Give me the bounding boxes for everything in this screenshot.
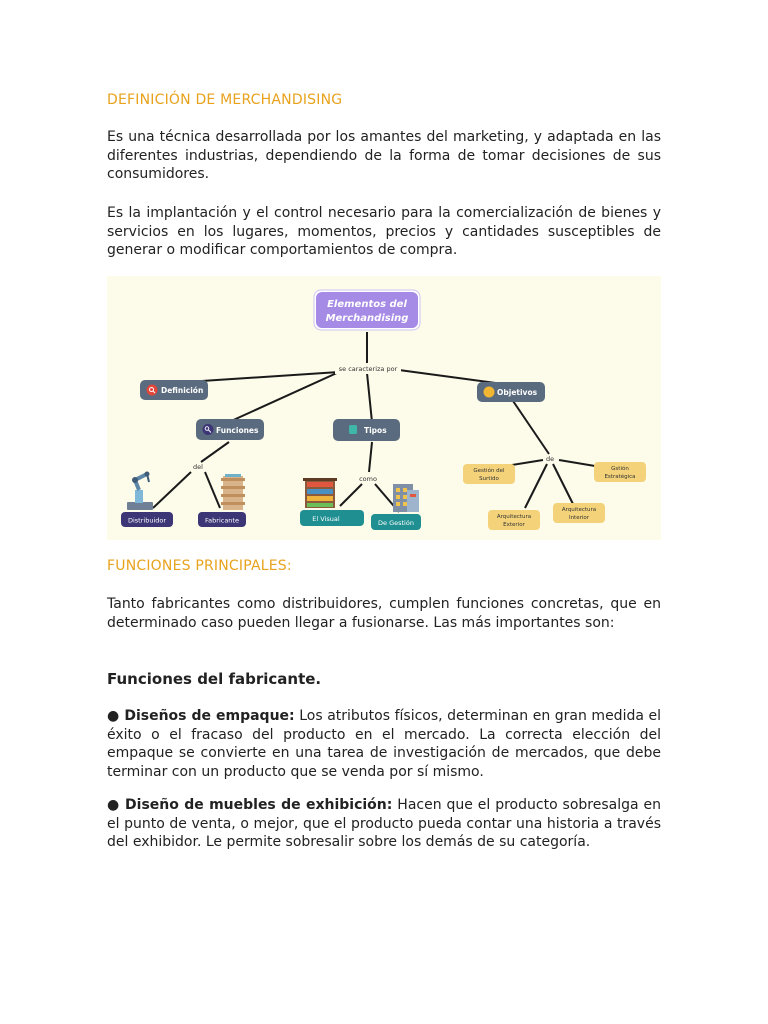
node-distribuidor <box>121 512 173 527</box>
node-definicion <box>140 380 208 400</box>
arq-interior-line2: Interior <box>568 515 590 521</box>
node-de-gestion <box>371 514 421 530</box>
node-gestion-estrategica <box>594 462 646 482</box>
connector-tipos-label: como <box>359 475 377 483</box>
definicion-label: Definición <box>161 386 204 395</box>
search-icon <box>147 385 158 396</box>
lightbulb-icon <box>484 387 495 398</box>
node-gestion-surtido <box>463 464 515 484</box>
node-el-visual <box>300 510 364 526</box>
bullet-disenos-empaque-title: ● Diseños de empaque: <box>107 708 295 724</box>
office-building-illustration <box>393 484 419 512</box>
arq-exterior-line1: Arquitectura <box>496 514 532 520</box>
node-arquitectura-interior <box>553 503 605 523</box>
concept-map <box>107 276 661 540</box>
bullet-diseno-muebles <box>107 796 661 852</box>
bullet-diseno-muebles-title: ● Diseño de muebles de exhibición: <box>107 797 393 813</box>
connector-funciones-label: del <box>193 463 203 471</box>
tipos-label: Tipos <box>364 426 387 435</box>
bullet-diseno-muebles-text: Hacen que el producto sobresalga en el punto de venta, o mejor, que el producto pueda contar una historia a través del exhibidor. Le permite sobresalir sobre los demás de su categoría. <box>107 797 661 850</box>
gestion-surtido-line1: Gestión del <box>473 468 505 474</box>
objetivos-label: Objetivos <box>497 388 538 397</box>
connector-objetivos-label: de <box>545 455 555 463</box>
gestion-estrategica-line1: Gstión <box>611 466 629 472</box>
node-tipos <box>333 419 400 441</box>
de-gestion-label: De Gestión <box>378 519 414 527</box>
gestion-surtido-line2: Surtido <box>479 476 499 482</box>
node-objetivos <box>477 382 545 402</box>
paragraph-definicion-1: Es una técnica desarrollada por los amantes del marketing, y adaptada en las diferentes industrias, dependiendo de la forma de tomar decisiones de sus consumidores. <box>107 129 661 182</box>
distribuidor-label: Distribuidor <box>127 516 167 525</box>
funciones-label: Funciones <box>216 426 259 435</box>
paragraph-funciones-intro: Tanto fabricantes como distribuidores, cumplen funciones concretas, que en determinado caso pueden llegar a fusionarse. Las más importantes son: <box>107 596 661 631</box>
arq-interior-line1: Arquitectura <box>561 507 597 513</box>
bullet-disenos-empaque-text: Los atributos físicos, determinan en gran medida el éxito o el fracaso del producto en el mercado. La correcta elección del empaque se convierte en una tarea de investigación de mercados, que debe terminar con un producto que se venda por sí mismo. <box>107 708 661 780</box>
node-arquitectura-exterior <box>488 510 540 530</box>
arq-exterior-line2: Exterior <box>503 522 525 528</box>
node-fabricante <box>198 512 246 527</box>
robot-arm-illustration <box>127 472 153 511</box>
section-heading-definicion: DEFINICIÓN DE MERCHANDISING <box>107 92 343 108</box>
subheading-funciones-fabricante: Funciones del fabricante. <box>107 670 322 688</box>
building-illustration <box>221 474 245 510</box>
concept-map-diagram <box>107 276 661 540</box>
gestion-estrategica-line2: Estratégica <box>604 474 636 480</box>
section-heading-funciones: FUNCIONES PRINCIPALES: <box>107 558 292 574</box>
root-node <box>314 290 420 330</box>
node-funciones <box>196 419 264 440</box>
root-label-line2: Merchandising <box>325 313 409 324</box>
bullet-disenos-empaque <box>107 707 661 781</box>
fabricante-label: Fabricante <box>205 516 239 525</box>
lock-icon <box>349 425 357 434</box>
paragraph-definicion-2: Es la implantación y el control necesario para la comercialización de bienes y servicios en los lugares, momentos, precios y cantidades susceptibles de generar o modificar comportamientos de compra. <box>107 205 661 258</box>
el-visual-label: El Visual <box>312 515 340 523</box>
root-label-line1: Elementos del <box>327 299 407 310</box>
connector-root-label: se caracteriza por <box>338 365 398 373</box>
store-shelf-illustration <box>303 478 337 508</box>
